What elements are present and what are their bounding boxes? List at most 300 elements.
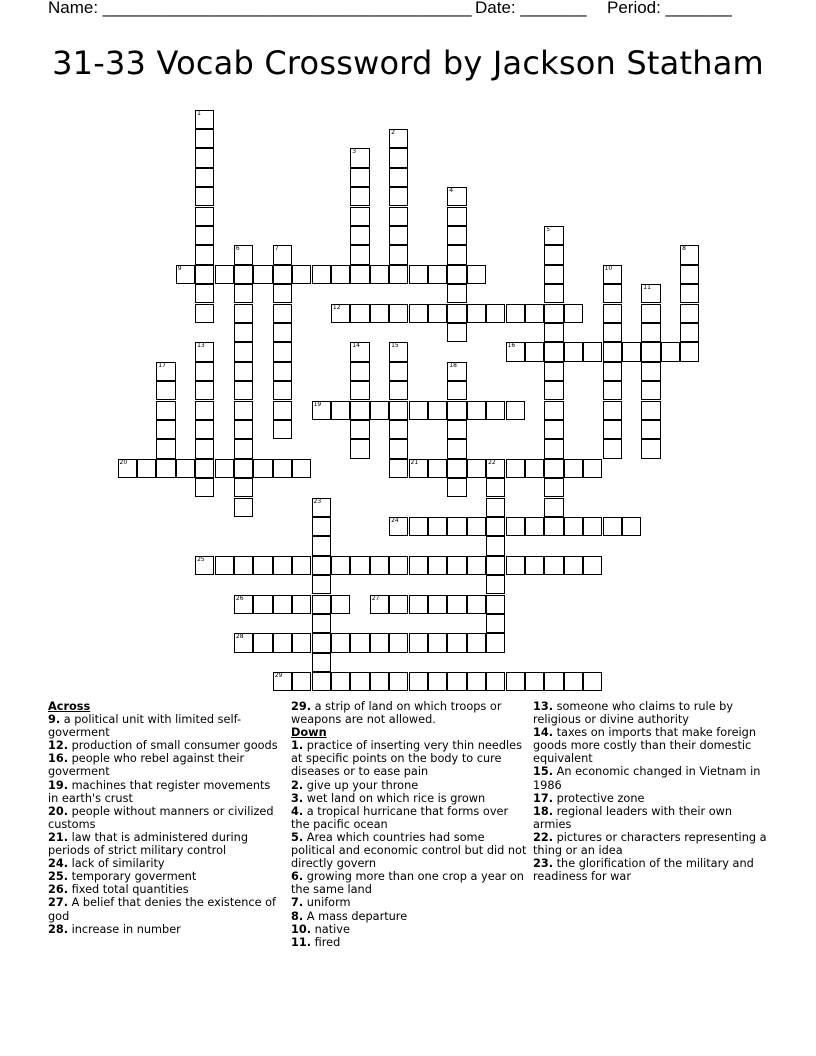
grid-cell[interactable] <box>350 168 369 187</box>
grid-cell[interactable] <box>409 556 428 575</box>
grid-cell[interactable] <box>234 420 253 439</box>
grid-cell[interactable] <box>156 362 175 381</box>
grid-cell[interactable] <box>544 439 563 458</box>
grid-cell[interactable] <box>525 459 544 478</box>
grid-cell[interactable] <box>544 498 563 517</box>
grid-cell[interactable] <box>253 459 272 478</box>
grid-cell[interactable] <box>156 420 175 439</box>
grid-cell[interactable] <box>428 401 447 420</box>
grid-cell[interactable] <box>195 226 214 245</box>
grid-cell[interactable] <box>641 323 660 342</box>
grid-cell[interactable] <box>506 304 525 323</box>
clue-text: wet land on which rice is grown <box>306 791 486 805</box>
grid-cell[interactable] <box>583 342 602 361</box>
grid-cell[interactable] <box>564 342 583 361</box>
grid-cell[interactable] <box>312 517 331 536</box>
grid-cell[interactable] <box>273 245 292 264</box>
grid-cell[interactable] <box>370 633 389 652</box>
grid-cell[interactable] <box>389 401 408 420</box>
grid-cell[interactable] <box>331 595 350 614</box>
grid-cell[interactable] <box>156 459 175 478</box>
grid-cell[interactable] <box>370 556 389 575</box>
grid-cell[interactable] <box>564 672 583 691</box>
grid-cell[interactable] <box>447 459 466 478</box>
clue-text: growing more than one crop a year on the same land <box>291 870 524 897</box>
grid-cell[interactable] <box>544 478 563 497</box>
grid-cell[interactable] <box>312 536 331 555</box>
grid-cell[interactable] <box>350 304 369 323</box>
grid-cell[interactable] <box>506 517 525 536</box>
period-field-label[interactable]: Period: _______ <box>607 0 732 17</box>
grid-cell[interactable] <box>428 633 447 652</box>
grid-cell[interactable] <box>195 265 214 284</box>
grid-cell[interactable] <box>195 478 214 497</box>
grid-cell[interactable] <box>641 420 660 439</box>
grid-cell[interactable] <box>447 381 466 400</box>
grid-cell[interactable] <box>234 478 253 497</box>
grid-cell[interactable] <box>389 187 408 206</box>
clue-across-29 <box>291 700 527 726</box>
grid-cell[interactable] <box>389 226 408 245</box>
grid-cell[interactable] <box>389 517 408 536</box>
grid-cell[interactable] <box>486 556 505 575</box>
grid-cell[interactable] <box>370 595 389 614</box>
grid-cell[interactable] <box>506 672 525 691</box>
cell-number: 13 <box>197 342 205 350</box>
grid-cell[interactable] <box>486 614 505 633</box>
clue-text: uniform <box>306 896 351 910</box>
grid-cell[interactable] <box>234 439 253 458</box>
grid-cell[interactable] <box>428 304 447 323</box>
grid-cell[interactable] <box>350 265 369 284</box>
grid-cell[interactable] <box>389 362 408 381</box>
grid-cell[interactable] <box>544 362 563 381</box>
grid-cell[interactable] <box>273 672 292 691</box>
grid-cell[interactable] <box>680 342 699 361</box>
grid-cell[interactable] <box>680 323 699 342</box>
grid-cell[interactable] <box>350 207 369 226</box>
name-field-label[interactable]: Name: _______________________________________ <box>48 0 472 17</box>
grid-cell[interactable] <box>544 304 563 323</box>
grid-cell[interactable] <box>195 304 214 323</box>
grid-cell[interactable] <box>389 265 408 284</box>
grid-cell[interactable] <box>641 381 660 400</box>
grid-cell[interactable] <box>680 265 699 284</box>
clue-down-14 <box>533 726 769 765</box>
grid-cell[interactable] <box>350 556 369 575</box>
grid-cell[interactable] <box>331 633 350 652</box>
clue-down-22 <box>533 831 769 857</box>
grid-cell[interactable] <box>195 556 214 575</box>
grid-cell[interactable] <box>118 459 137 478</box>
grid-cell[interactable] <box>486 633 505 652</box>
grid-cell[interactable] <box>544 517 563 536</box>
grid-cell[interactable] <box>544 672 563 691</box>
grid-cell[interactable] <box>292 595 311 614</box>
grid-cell[interactable] <box>331 672 350 691</box>
grid-cell[interactable] <box>195 129 214 148</box>
grid-cell[interactable] <box>389 245 408 264</box>
grid-cell[interactable] <box>486 498 505 517</box>
grid-cell[interactable] <box>641 401 660 420</box>
grid-cell[interactable] <box>506 342 525 361</box>
grid-cell[interactable] <box>544 556 563 575</box>
clue-text: A mass departure <box>306 909 408 923</box>
grid-cell[interactable] <box>350 633 369 652</box>
grid-cell[interactable] <box>273 401 292 420</box>
grid-cell[interactable] <box>389 148 408 167</box>
grid-cell[interactable] <box>486 595 505 614</box>
grid-cell[interactable] <box>486 401 505 420</box>
grid-cell[interactable] <box>447 420 466 439</box>
grid-cell[interactable] <box>467 633 486 652</box>
grid-cell[interactable] <box>234 595 253 614</box>
grid-cell[interactable] <box>195 420 214 439</box>
grid-cell[interactable] <box>486 536 505 555</box>
grid-cell[interactable] <box>292 672 311 691</box>
grid-cell[interactable] <box>544 265 563 284</box>
grid-cell[interactable] <box>641 304 660 323</box>
grid-cell[interactable] <box>409 595 428 614</box>
grid-cell[interactable] <box>583 517 602 536</box>
grid-cell[interactable] <box>525 304 544 323</box>
grid-cell[interactable] <box>467 672 486 691</box>
cell-number: 17 <box>158 361 166 369</box>
grid-cell[interactable] <box>603 401 622 420</box>
clue-across-19 <box>48 779 284 805</box>
grid-cell[interactable] <box>273 362 292 381</box>
grid-cell[interactable] <box>253 595 272 614</box>
grid-cell[interactable] <box>486 575 505 594</box>
grid-cell[interactable] <box>195 168 214 187</box>
grid-cell[interactable] <box>195 381 214 400</box>
grid-cell[interactable] <box>195 110 214 129</box>
grid-cell[interactable] <box>253 265 272 284</box>
grid-cell[interactable] <box>234 362 253 381</box>
grid-cell[interactable] <box>467 265 486 284</box>
grid-cell[interactable] <box>428 556 447 575</box>
grid-cell[interactable] <box>156 439 175 458</box>
grid-cell[interactable] <box>389 672 408 691</box>
grid-cell[interactable] <box>273 459 292 478</box>
grid-cell[interactable] <box>389 439 408 458</box>
grid-cell[interactable] <box>215 556 234 575</box>
grid-cell[interactable] <box>370 401 389 420</box>
grid-cell[interactable] <box>486 517 505 536</box>
grid-cell[interactable] <box>525 672 544 691</box>
grid-cell[interactable] <box>447 245 466 264</box>
grid-cell[interactable] <box>583 459 602 478</box>
clue-number: 1. <box>291 739 304 753</box>
grid-cell[interactable] <box>486 672 505 691</box>
grid-cell[interactable] <box>525 556 544 575</box>
grid-cell[interactable] <box>195 342 214 361</box>
grid-cell[interactable] <box>312 595 331 614</box>
grid-cell[interactable] <box>544 245 563 264</box>
grid-cell[interactable] <box>544 459 563 478</box>
grid-cell[interactable] <box>564 517 583 536</box>
grid-cell[interactable] <box>409 517 428 536</box>
grid-cell[interactable] <box>583 672 602 691</box>
grid-cell[interactable] <box>234 498 253 517</box>
grid-cell[interactable] <box>661 342 680 361</box>
grid-cell[interactable] <box>176 265 195 284</box>
grid-cell[interactable] <box>564 459 583 478</box>
grid-cell[interactable] <box>273 304 292 323</box>
grid-cell[interactable] <box>389 304 408 323</box>
grid-cell[interactable] <box>234 245 253 264</box>
grid-cell[interactable] <box>234 459 253 478</box>
grid-cell[interactable] <box>273 284 292 303</box>
grid-cell[interactable] <box>641 342 660 361</box>
grid-cell[interactable] <box>253 633 272 652</box>
grid-cell[interactable] <box>603 362 622 381</box>
grid-cell[interactable] <box>467 459 486 478</box>
cell-number: 24 <box>391 516 399 524</box>
grid-cell[interactable] <box>234 381 253 400</box>
clue-text: give up your throne <box>306 778 419 792</box>
grid-cell[interactable] <box>292 556 311 575</box>
grid-cell[interactable] <box>350 420 369 439</box>
grid-cell[interactable] <box>447 401 466 420</box>
clue-across-25 <box>48 870 284 883</box>
grid-cell[interactable] <box>622 517 641 536</box>
grid-cell[interactable] <box>331 556 350 575</box>
grid-cell[interactable] <box>486 478 505 497</box>
grid-cell[interactable] <box>409 265 428 284</box>
puzzle-title: 31-33 Vocab Crossword by Jackson Statham <box>52 44 764 82</box>
grid-cell[interactable] <box>544 323 563 342</box>
grid-cell[interactable] <box>641 439 660 458</box>
grid-cell[interactable] <box>370 304 389 323</box>
grid-cell[interactable] <box>312 401 331 420</box>
grid-cell[interactable] <box>525 517 544 536</box>
grid-cell[interactable] <box>273 265 292 284</box>
clue-number: 17. <box>533 791 554 805</box>
grid-cell[interactable] <box>312 575 331 594</box>
grid-cell[interactable] <box>467 595 486 614</box>
grid-cell[interactable] <box>331 304 350 323</box>
grid-cell[interactable] <box>409 401 428 420</box>
grid-cell[interactable] <box>544 342 563 361</box>
grid-cell[interactable] <box>350 245 369 264</box>
clue-across-9 <box>48 713 284 739</box>
grid-cell[interactable] <box>137 459 156 478</box>
grid-cell[interactable] <box>622 342 641 361</box>
grid-cell[interactable] <box>156 401 175 420</box>
grid-cell[interactable] <box>350 148 369 167</box>
grid-cell[interactable] <box>409 633 428 652</box>
cell-number: 8 <box>682 245 686 253</box>
grid-cell[interactable] <box>603 323 622 342</box>
grid-cell[interactable] <box>447 633 466 652</box>
grid-cell[interactable] <box>195 245 214 264</box>
grid-cell[interactable] <box>447 672 466 691</box>
grid-cell[interactable] <box>583 556 602 575</box>
grid-cell[interactable] <box>467 556 486 575</box>
grid-cell[interactable] <box>234 265 253 284</box>
grid-cell[interactable] <box>603 284 622 303</box>
grid-cell[interactable] <box>350 401 369 420</box>
grid-cell[interactable] <box>603 439 622 458</box>
grid-cell[interactable] <box>544 284 563 303</box>
grid-cell[interactable] <box>253 556 272 575</box>
grid-cell[interactable] <box>234 284 253 303</box>
grid-cell[interactable] <box>350 672 369 691</box>
grid-cell[interactable] <box>447 265 466 284</box>
grid-cell[interactable] <box>603 381 622 400</box>
grid-cell[interactable] <box>176 459 195 478</box>
grid-cell[interactable] <box>312 265 331 284</box>
grid-cell[interactable] <box>350 342 369 361</box>
grid-cell[interactable] <box>409 304 428 323</box>
grid-cell[interactable] <box>215 459 234 478</box>
grid-cell[interactable] <box>234 342 253 361</box>
clue-text: fixed total quantities <box>71 883 189 897</box>
grid-cell[interactable] <box>350 362 369 381</box>
grid-cell[interactable] <box>544 401 563 420</box>
grid-cell[interactable] <box>312 633 331 652</box>
grid-cell[interactable] <box>215 265 234 284</box>
grid-cell[interactable] <box>447 556 466 575</box>
grid-cell[interactable] <box>603 304 622 323</box>
grid-cell[interactable] <box>428 459 447 478</box>
grid-cell[interactable] <box>467 304 486 323</box>
grid-cell[interactable] <box>350 187 369 206</box>
grid-cell[interactable] <box>544 381 563 400</box>
grid-cell[interactable] <box>312 556 331 575</box>
grid-cell[interactable] <box>195 148 214 167</box>
grid-cell[interactable] <box>447 517 466 536</box>
grid-cell[interactable] <box>680 304 699 323</box>
grid-cell[interactable] <box>292 459 311 478</box>
grid-cell[interactable] <box>195 362 214 381</box>
grid-cell[interactable] <box>389 381 408 400</box>
grid-cell[interactable] <box>409 459 428 478</box>
grid-cell[interactable] <box>350 381 369 400</box>
grid-cell[interactable] <box>603 342 622 361</box>
grid-cell[interactable] <box>312 498 331 517</box>
grid-cell[interactable] <box>467 401 486 420</box>
grid-cell[interactable] <box>603 265 622 284</box>
grid-cell[interactable] <box>195 439 214 458</box>
grid-cell[interactable] <box>409 672 428 691</box>
grid-cell[interactable] <box>273 595 292 614</box>
clue-number: 24. <box>48 857 69 871</box>
grid-cell[interactable] <box>234 633 253 652</box>
grid-cell[interactable] <box>312 614 331 633</box>
grid-cell[interactable] <box>273 323 292 342</box>
grid-cell[interactable] <box>544 226 563 245</box>
grid-cell[interactable] <box>350 439 369 458</box>
grid-cell[interactable] <box>506 459 525 478</box>
grid-cell[interactable] <box>447 226 466 245</box>
grid-cell[interactable] <box>447 284 466 303</box>
grid-cell[interactable] <box>389 595 408 614</box>
grid-cell[interactable] <box>389 207 408 226</box>
grid-cell[interactable] <box>350 226 369 245</box>
grid-cell[interactable] <box>195 207 214 226</box>
grid-cell[interactable] <box>389 633 408 652</box>
grid-cell[interactable] <box>370 265 389 284</box>
grid-cell[interactable] <box>292 633 311 652</box>
grid-cell[interactable] <box>428 517 447 536</box>
grid-cell[interactable] <box>447 304 466 323</box>
grid-cell[interactable] <box>273 381 292 400</box>
grid-cell[interactable] <box>292 265 311 284</box>
grid-cell[interactable] <box>428 672 447 691</box>
grid-cell[interactable] <box>447 187 466 206</box>
clue-number: 22. <box>533 830 554 844</box>
grid-cell[interactable] <box>389 420 408 439</box>
date-field-label[interactable]: Date: _______ <box>475 0 587 17</box>
grid-cell[interactable] <box>564 556 583 575</box>
grid-cell[interactable] <box>370 672 389 691</box>
grid-cell[interactable] <box>273 633 292 652</box>
grid-cell[interactable] <box>195 284 214 303</box>
grid-cell[interactable] <box>234 401 253 420</box>
grid-cell[interactable] <box>389 168 408 187</box>
grid-cell[interactable] <box>447 207 466 226</box>
grid-cell[interactable] <box>234 323 253 342</box>
grid-cell[interactable] <box>544 420 563 439</box>
grid-cell[interactable] <box>641 362 660 381</box>
clue-number: 23. <box>533 857 554 871</box>
clue-text: law that is administered during periods of strict military control <box>48 830 249 858</box>
grid-cell[interactable] <box>234 556 253 575</box>
grid-cell[interactable] <box>195 459 214 478</box>
grid-cell[interactable] <box>195 401 214 420</box>
grid-cell[interactable] <box>156 381 175 400</box>
grid-cell[interactable] <box>641 284 660 303</box>
grid-cell[interactable] <box>447 439 466 458</box>
grid-cell[interactable] <box>273 420 292 439</box>
grid-cell[interactable] <box>234 304 253 323</box>
grid-cell[interactable] <box>389 129 408 148</box>
grid-cell[interactable] <box>447 362 466 381</box>
grid-cell[interactable] <box>525 342 544 361</box>
grid-cell[interactable] <box>428 265 447 284</box>
grid-cell[interactable] <box>680 245 699 264</box>
grid-cell[interactable] <box>564 304 583 323</box>
grid-cell[interactable] <box>447 478 466 497</box>
grid-cell[interactable] <box>428 595 447 614</box>
grid-cell[interactable] <box>506 556 525 575</box>
grid-cell[interactable] <box>447 595 466 614</box>
grid-cell[interactable] <box>389 556 408 575</box>
grid-cell[interactable] <box>486 459 505 478</box>
grid-cell[interactable] <box>389 459 408 478</box>
grid-cell[interactable] <box>312 653 331 672</box>
cell-number: 4 <box>449 187 454 195</box>
grid-cell[interactable] <box>331 401 350 420</box>
grid-cell[interactable] <box>331 265 350 284</box>
grid-cell[interactable] <box>447 323 466 342</box>
grid-cell[interactable] <box>603 420 622 439</box>
grid-cell[interactable] <box>273 556 292 575</box>
grid-cell[interactable] <box>195 187 214 206</box>
grid-cell[interactable] <box>312 672 331 691</box>
grid-cell[interactable] <box>273 342 292 361</box>
cell-number: 28 <box>235 633 244 641</box>
clue-number: 27. <box>48 896 69 910</box>
grid-cell[interactable] <box>486 304 505 323</box>
grid-cell[interactable] <box>506 401 525 420</box>
grid-cell[interactable] <box>603 517 622 536</box>
grid-cell[interactable] <box>467 517 486 536</box>
grid-cell[interactable] <box>680 284 699 303</box>
grid-cell[interactable] <box>389 342 408 361</box>
